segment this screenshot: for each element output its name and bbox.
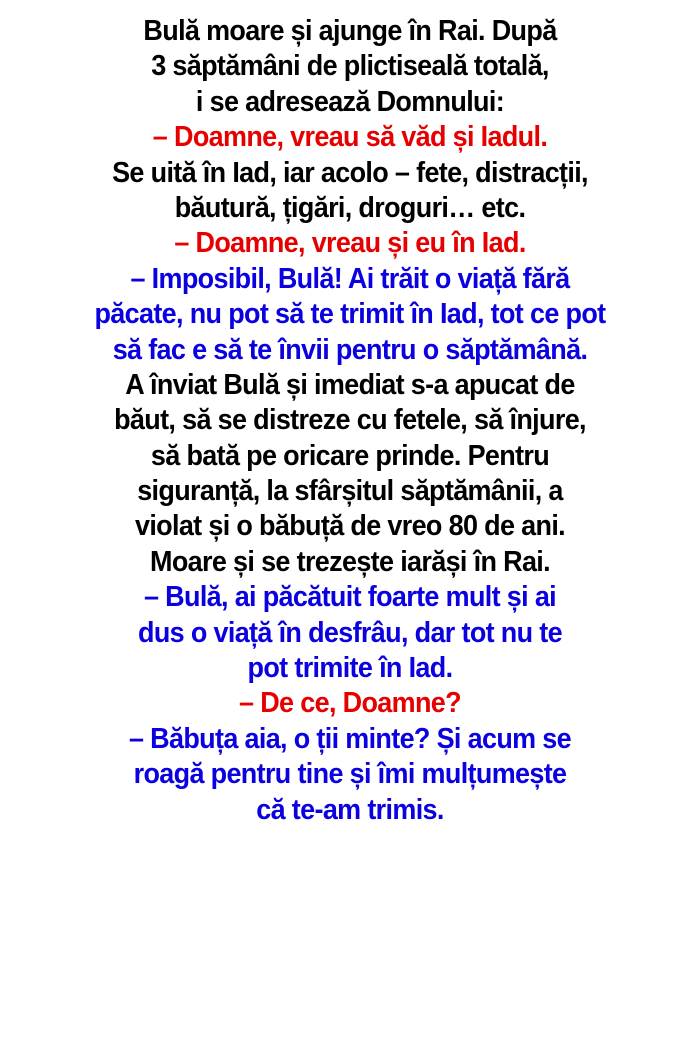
narration-line: 3 săptămâni de plictiseală totală, xyxy=(151,50,549,83)
god-dialogue-line: – Băbuța aia, o ții minte? Și acum se xyxy=(128,722,572,755)
bula-dialogue-line: – De ce, Doamne? xyxy=(239,687,461,720)
narration-line: băutură, țigări, droguri… etc. xyxy=(174,191,526,224)
god-dialogue-line: să fac e să te învii pentru o săptămână. xyxy=(112,333,588,366)
joke-text xyxy=(25,14,676,828)
narration-line: Moare și se trezește iarăși în Rai. xyxy=(150,545,550,578)
god-dialogue-line: – Imposibil, Bulă! Ai trăit o viață fără xyxy=(130,262,570,295)
god-dialogue-line: – Bulă, ai păcătuit foarte mult și ai xyxy=(143,581,557,614)
bula-dialogue-line: – Doamne, vreau și eu în Iad. xyxy=(174,227,526,260)
god-dialogue-line: roagă pentru tine și îmi mulțumește xyxy=(133,758,567,791)
bula-dialogue-line: – Doamne, vreau să văd și Iadul. xyxy=(152,121,548,154)
narration-line: Se uită în Iad, iar acolo – fete, distracții, xyxy=(112,156,588,189)
god-dialogue-line: că te-am trimis. xyxy=(256,793,444,826)
god-dialogue-line: păcate, nu pot să te trimit în Iad, tot ce pot xyxy=(94,298,606,331)
god-dialogue-line: pot trimite în Iad. xyxy=(247,652,453,685)
god-dialogue-line: dus o viață în desfrâu, dar tot nu te xyxy=(138,616,562,649)
narration-line: A înviat Bulă și imediat s-a apucat de xyxy=(125,368,575,401)
narration-line: violat și o băbuță de vreo 80 de ani. xyxy=(134,510,566,543)
narration-line: să bată pe oricare prinde. Pentru xyxy=(150,439,550,472)
narration-line: Bulă moare și ajunge în Rai. După xyxy=(143,15,557,47)
narration-line: siguranță, la sfârșitul săptămânii, a xyxy=(137,475,563,508)
narration-line: i se adresează Domnului: xyxy=(195,85,505,118)
narration-line: băut, să se distreze cu fetele, să înjure, xyxy=(114,404,586,437)
